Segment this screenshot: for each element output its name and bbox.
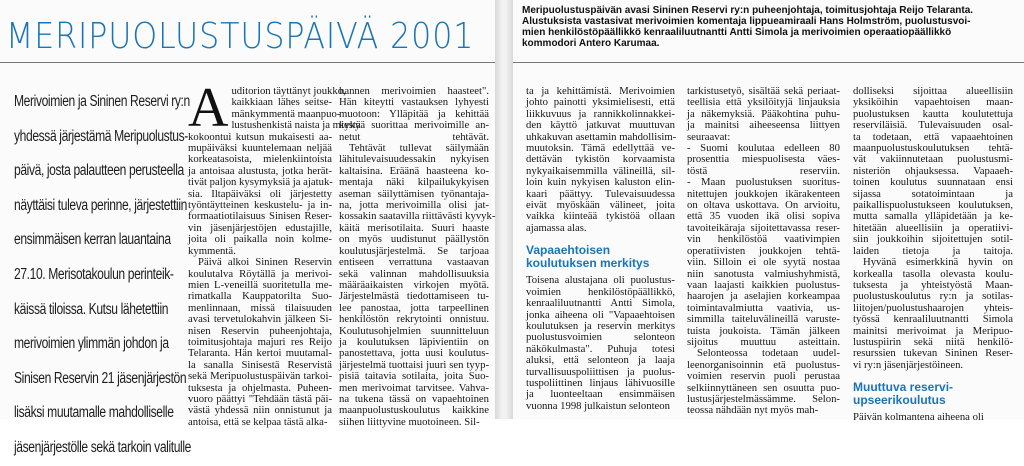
pull-quote-line: merivoimien ylimmän johdon ja xyxy=(14,335,169,353)
body-line: lustuspiirin sekä niitä henkilö- xyxy=(853,335,1013,348)
body-line: la sanalla Sinisestä Reservistä xyxy=(188,358,332,371)
body-line: rimatkalla Kauppatorilta Suo- xyxy=(188,290,332,303)
body-line: kymmentä. xyxy=(188,244,236,257)
body-line: käitä merisotilaita. Suuri haaste xyxy=(339,221,489,234)
body-line: ta todetaan, että vapaaehtoinen xyxy=(853,130,1013,143)
body-line: vin henkilöstöä vaativimpien xyxy=(687,233,840,246)
body-line: vaan laajasti kaikkien puolustus- xyxy=(687,278,840,291)
body-line: seuraavat: xyxy=(687,130,731,143)
deck-line: mien henkilöstöpäällikkö kenraaliluutnantti Antti Simola ja merivoimien operaatiopäällikkö xyxy=(522,27,952,38)
body-line: kaari päättyy. Tulevaisuudessa xyxy=(526,187,675,200)
body-line: vuoro päättyi "Tehdään tästä päi- xyxy=(188,392,332,405)
body-line: liitojen/puolustushaarojen yhteis- xyxy=(853,301,1013,314)
body-line: ja näkemyksiä. Pääkohtina puhu- xyxy=(687,107,840,120)
section-subheading xyxy=(853,381,1013,407)
body-line: antoisa, että se kelpaa tästä alka- xyxy=(188,415,328,428)
body-line: formaatiotilaisuus Sinisen Reser- xyxy=(188,210,332,223)
body-line: vuonna 1998 julkaistun selonteon xyxy=(526,399,670,412)
body-line: niin sanotusta valmiushyhmistä, xyxy=(687,267,840,280)
body-line: sijoitus muuttuu asteittain. xyxy=(687,335,840,348)
body-line: on myös uudistunut päällystön xyxy=(339,233,489,246)
body-line: entiseen verrattuna vastaavan xyxy=(339,256,489,269)
body-line: mainitsi merivoimat ja Meripuo- xyxy=(853,324,1013,337)
body-line: mien L-veneillä suoritetulla me- xyxy=(188,278,332,291)
body-line: teossa nähdään nyt myös mah- xyxy=(687,404,819,417)
body-line: turvallisuuspoliittisen ja puolus- xyxy=(526,365,675,378)
pull-quote-line: näyttäisi tuleva perinne, järjestettiin xyxy=(14,196,187,214)
body-line: ja luonteeltaan ensimmäisen xyxy=(526,388,675,401)
body-line: toimintavalmiutta vaativia, us- xyxy=(687,301,840,314)
body-line: kokoontui kutsun mukaisesti aa- xyxy=(188,130,332,143)
pull-quote-line: päivä, josta palautteen perusteella xyxy=(14,162,184,180)
body-line: vaikka kiinteää tykistöä ollaan xyxy=(526,210,675,223)
body-line: kenraaliluutnantti Antti Simola, xyxy=(526,297,675,310)
body-line: työssä kenraaliluutnantti Simola xyxy=(853,313,1013,326)
body-line: vi ry:n jäsenjärjestöineen. xyxy=(853,358,964,371)
body-line: ta ja kehittämistä. Merivoimien xyxy=(526,85,675,97)
body-line: tuksesta ja ohjelmasta. Puheen- xyxy=(188,381,332,394)
body-line: töstä reserviin. xyxy=(687,164,840,177)
body-line: järjestelmä tuottaisi juuri sen tyyp- xyxy=(339,358,489,371)
header-rule xyxy=(0,62,495,63)
body-line: viin. Silloin ei ole syytä nostaa xyxy=(687,256,840,269)
body-line: lähitulevaisuudessakin nykyisen xyxy=(339,153,489,166)
body-line: kossakin saatavilla riittävästi kyvyk- xyxy=(339,210,496,223)
body-line: lustusjärjestelmässämme. Selon- xyxy=(687,392,840,405)
body-line: leenorganisoinnin etä puolustus- xyxy=(687,358,840,371)
body-line: johto painotti yksimielisesti, että xyxy=(526,96,675,109)
body-line: nykyaikaisemmilla välineillä, sil- xyxy=(526,164,675,177)
body-line: haarojen ja aselajien korkeampaa xyxy=(687,290,840,303)
body-column-1 xyxy=(188,77,361,428)
article-deck xyxy=(522,5,974,49)
body-line: kaikkiaan lähes seitse- xyxy=(231,96,332,109)
pull-quote xyxy=(14,85,191,466)
body-line: panostettava, jotta uusi koulutus- xyxy=(339,347,489,360)
body-line: maanpuolustuskoulutus kaikkine xyxy=(339,404,489,417)
body-line: selkiinnyttäneen sen osuutta puo- xyxy=(687,381,840,394)
body-line: Hän kiteytti vastauksen lyhyesti xyxy=(339,96,489,109)
body-line: sijassa sotatoimintaan ja xyxy=(853,187,1013,200)
body-line: dettävän tykistön korvaamista xyxy=(526,153,675,166)
pull-quote-line: Merivoimien ja Sininen Reservi ry:n xyxy=(14,93,190,110)
body-line: netut tehtävät. xyxy=(339,130,489,143)
body-line: kaltaisina. Eräänä haasteena ko- xyxy=(339,164,489,177)
body-line: paikallispuolustukseen koulutuksen, xyxy=(853,199,1013,212)
body-line: siihen liittyvine muotoineen. Sil- xyxy=(339,415,480,428)
pull-quote-line: Sinisen Reservin 21 jäsenjärjestön xyxy=(14,369,187,387)
pull-quote-line: ensimmäisen kerran lauantaina xyxy=(14,231,171,249)
body-line: resurssien tukevan Sininen Reser- xyxy=(853,347,1013,360)
body-line: sekä Meripuolustuspäivän tarkoi- xyxy=(188,370,332,383)
body-line: Toisena alustajana oli puolustus- xyxy=(526,274,675,287)
body-line: mupäiväksi kuuntelemaan neljää xyxy=(188,142,332,155)
body-line: Päivän kolmantena aiheena oli xyxy=(853,411,984,424)
body-line: Telaranta. Hän kertoi muutamal- xyxy=(188,347,332,360)
deck-line: kommodori Antero Karumaa. xyxy=(522,38,660,49)
body-line: Päivä alkoi Sininen Reservin xyxy=(198,256,332,269)
body-line: avasi tervetulokahvin jälkeen Si- xyxy=(188,313,332,326)
pull-quote-line: käissä tiloissa. Kutsu lähetettiin xyxy=(14,300,169,318)
body-line: simmilla taiteluvälineillä varuste- xyxy=(687,313,840,326)
body-line: dolliseksi sijoittaa alueellisiin xyxy=(853,85,1013,97)
body-line: hannen merivoimien haasteet". xyxy=(339,85,489,97)
body-line: tivät paljon kysymyksiä ja ajatuk- xyxy=(188,176,333,189)
pull-quote-line: yhdessä järjestämä Meripuolustus- xyxy=(14,127,188,145)
body-line: prosenttia miespuolisesta väes- xyxy=(687,153,840,166)
body-line: reserviläisiä. Tulevaisuuden osal- xyxy=(853,119,1013,132)
body-line: lustushenkistä naista ja miestä xyxy=(231,119,361,132)
body-line: muutoksin. Tämä edellyttää ve- xyxy=(526,142,675,155)
body-line: Koulutusohjelmien suunnitteluun xyxy=(339,324,489,337)
page-gutter xyxy=(495,0,513,419)
body-line: yksiköihin vapaehtoisen maan- xyxy=(853,96,1013,109)
body-line: - Suomi koulutaa edelleen 80 xyxy=(687,142,840,155)
body-line: ajamassa alas. xyxy=(526,221,587,234)
body-line: eivät myöskään välineet, joita xyxy=(526,199,675,212)
body-line: koulutuksen ja reservin merkitys xyxy=(526,319,675,332)
subheading-line: Muuttuva reservi- xyxy=(853,380,954,395)
body-line: tuista joukoista. Tämän jälkeen xyxy=(687,324,840,337)
body-line: maanpuolustuskoulutuksen tehtä- xyxy=(853,142,1013,155)
body-column-3 xyxy=(526,86,675,412)
body-line: nisen Reservin puheenjohtaja, xyxy=(188,324,332,337)
deck-line: Alustuksista vastasivat merivoimien komentaja lippueamiraali Hans Holmström, puolustusvoi- xyxy=(522,16,971,27)
body-line: vät vakiinnutetaan puolustusmi- xyxy=(853,153,1013,166)
body-line: uditorion täyttänyt joukko, xyxy=(231,85,346,97)
body-line: na tukena tässä on vapaehtoinen xyxy=(339,392,489,405)
body-line: puolustuksen kautta koulutettuja xyxy=(853,107,1013,120)
body-line: na, jotta merivoimilla olisi jat- xyxy=(339,199,489,212)
body-line: lee panostaa, jotta tarpeellinen xyxy=(339,301,489,314)
body-line: vin jäsenjärjestöjen edustajille, xyxy=(188,221,332,234)
body-line: korkealla tasolla olevasta koulu- xyxy=(853,267,1013,280)
body-line: määräaikaisten virkojen myötä. xyxy=(339,278,489,291)
body-line: pisiä taitavia sotilaita, joita Suo- xyxy=(339,370,489,383)
body-line: loin kuin nykyisen kaluston elin- xyxy=(526,176,675,189)
body-line: siin joukkoihin sijoitettujen sotil- xyxy=(853,233,1013,246)
section-subheading xyxy=(526,244,675,270)
body-line: tuspoliittinen linjaus lähivuosille xyxy=(526,376,675,389)
body-line: uhkakuvan asettamin mahdollisim- xyxy=(526,130,677,143)
body-line: aluksi, että selonteon ja laaja xyxy=(526,354,675,367)
subheading-line: Vapaaehtoisen xyxy=(526,243,611,258)
body-line: toimitusjohtaja majuri res Reijo xyxy=(188,335,332,348)
header-rule xyxy=(513,62,1024,63)
body-line: västä yhdessä niin onnistunut ja xyxy=(188,404,332,417)
body-column-2 xyxy=(339,85,496,428)
body-line: ja koulutuksen läpivientiin on xyxy=(339,335,489,348)
body-line: Selonteossa todetaan uudel- xyxy=(697,347,840,360)
left-page xyxy=(0,0,496,456)
body-line: joita oli paikalla noin kolme- xyxy=(188,233,332,246)
body-line: nitettujen joukkojen ikärakenteen xyxy=(687,187,840,200)
body-line: Hyvänä esimerkkinä hyvin on xyxy=(863,256,1013,269)
body-line: men merivoimat tarvitsee. Vahva- xyxy=(339,381,489,394)
subheading-line: upseerikoulutus xyxy=(853,393,946,408)
body-line: kykyä suorittaa merivoimille an- xyxy=(339,119,489,132)
body-line: tarkistusetyö, sisältää sekä periaat- xyxy=(687,85,840,97)
body-column-4 xyxy=(687,86,840,417)
body-line: teellisia että yksilöityjä linjauksia xyxy=(687,96,840,109)
body-line: ja antoisaa alustusta, jotka herät- xyxy=(188,164,332,177)
body-line: tavoiteikäraja sijoitettavassa reser- xyxy=(687,221,840,234)
drop-cap: A xyxy=(188,77,229,139)
body-column-5 xyxy=(853,86,1013,424)
body-line: den käyttö jatkuvat muuttuvan xyxy=(526,119,675,132)
body-line: aseman säilyttämisen työnantaja- xyxy=(339,187,489,200)
right-page xyxy=(513,0,1024,424)
body-line: sekä valinnan mahdollisuuksia xyxy=(339,267,489,280)
deck-line: Meripuolustuspäivän avasi Sininen Reservi ry:n puheenjohtaja, toimitusjohtaja Reijo Telaranta. xyxy=(522,5,974,16)
body-line: Järjestelmästä tiedottamiseen tu- xyxy=(339,290,489,303)
article-title: MERIPUOLUSTUSPÄIVÄ 2001 xyxy=(6,16,475,57)
body-line: hitetään alueellisiin ja operatiivi- xyxy=(853,221,1013,234)
body-line: tuksesta ja yhteistyöstä Maan- xyxy=(853,278,1013,291)
body-line: mentaja näki kilpailukykyisen xyxy=(339,176,489,189)
body-line: laiden tietoja ja taitoja. xyxy=(853,244,1013,257)
body-line: voimien reservin puoli perustaa xyxy=(687,370,840,383)
body-line: muotoon: Ylläpitää ja kehittää xyxy=(339,107,489,120)
body-line: voimien henkilöstöpäällikkö, xyxy=(526,285,675,298)
body-line: henkilöstön rekrytointi onnistuu. xyxy=(339,313,489,326)
body-line: nisteriön ohjauksessa. Vapaaeh- xyxy=(853,164,1013,177)
body-line: näkökulmasta". Puhuja totesi xyxy=(526,342,675,355)
body-line: korkeatasoista, mielenkiintoista xyxy=(188,153,332,166)
body-line: ja mainitsi aiheeseensa liittyen xyxy=(687,119,840,132)
body-line: sia. Iltapäiväksi oli järjestetty xyxy=(188,187,332,200)
body-line: työntäytteinen keskustelu- ja in- xyxy=(188,199,332,212)
body-line: koulutalva Röytällä ja merivoi- xyxy=(188,267,332,280)
subheading-line: koulutuksen merkitys xyxy=(526,256,650,271)
body-line: että 35 vuoden ikä olisi sopiva xyxy=(687,210,840,223)
body-line: puolustuskoulutus ry:n ja sotilas- xyxy=(853,290,1013,303)
body-line: Tehtävät tullevat säilymään xyxy=(349,142,489,155)
body-line: on oltava uskottava. On arvioitu, xyxy=(687,199,840,212)
body-line: liikkuvuus ja rannikkolinnakkei- xyxy=(526,107,675,120)
pull-quote-line: jäsenjärjestölle sekä tarkoin valitulle xyxy=(14,438,191,456)
body-line: menlinnaan, missä tilaisuuden xyxy=(188,301,332,314)
body-line: jonka aiheena oli "Vapaaehtoisen xyxy=(526,308,675,321)
pull-quote-line: lisäksi muutamalle mahdolliselle xyxy=(14,404,174,422)
body-line: operatiivisten joukkojen tehtä- xyxy=(687,244,840,257)
body-line: puolustusvoimien selonteon xyxy=(526,331,675,344)
body-line: - Maan puolustuksen suoritus- xyxy=(687,176,840,189)
body-line: koulutusjärjestelmä. Se tarjoaa xyxy=(339,244,489,257)
pull-quote-line: 27.10. Merisotakoulun perinteik- xyxy=(14,265,174,283)
body-line: toinen koulutus suunnataan ensi xyxy=(853,176,1013,189)
body-line: mutta samalla ylläpidetään ja ke- xyxy=(853,210,1013,223)
body-line: mänkymmentä maanpuo- xyxy=(231,107,341,120)
